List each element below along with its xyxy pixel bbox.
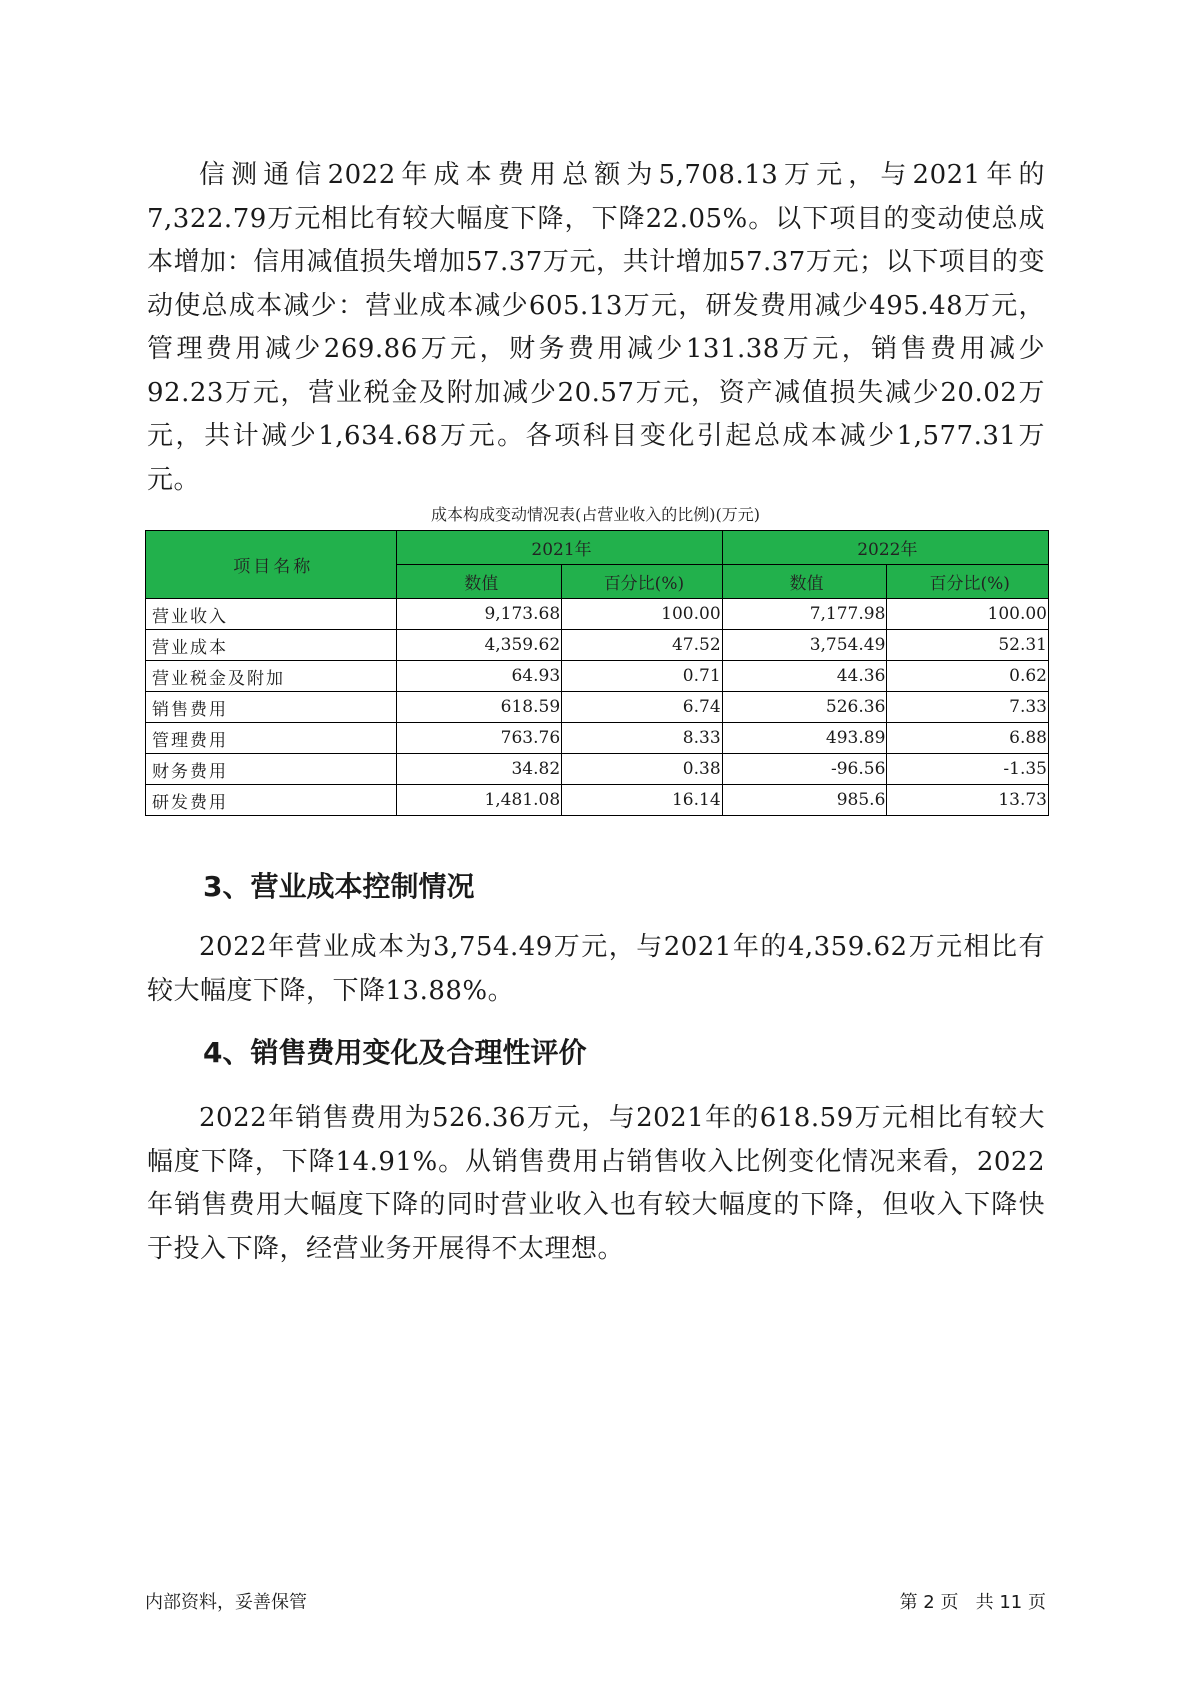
header-value-2022: 数值 [722,565,887,599]
footer-page-number: 第 2 页 共 11 页 [899,1592,1046,1613]
table-row [146,692,1049,723]
section-heading-sales-expense: 4、销售费用变化及合理性评价 [203,1036,587,1069]
cell-value-2022: 526.36 [722,692,887,723]
header-pct-2022: 百分比(%) [887,565,1049,599]
cell-pct-2021: 8.33 [562,723,722,754]
cell-pct-2022: 7.33 [887,692,1049,723]
cell-pct-2022: 13.73 [887,785,1049,816]
cell-pct-2022: 0.62 [887,661,1049,692]
table-row [146,630,1049,661]
paragraph-operating-cost: 2022年营业成本为3,754.49万元，与2021年的4,359.62万元相比有较大幅度下降，下降13.88%。 [147,932,1045,1006]
header-value-2021: 数值 [397,565,562,599]
table-caption: 成本构成变动情况表(占营业收入的比例)(万元) [431,505,760,524]
cell-value-2022: 44.36 [722,661,887,692]
row-label: 财务费用 [146,754,397,785]
header-year-2021: 2021年 [397,531,722,565]
section-heading-operating-cost: 3、营业成本控制情况 [203,870,475,903]
row-label: 营业收入 [146,599,397,630]
cell-pct-2022: 100.00 [887,599,1049,630]
cell-pct-2021: 16.14 [562,785,722,816]
cost-structure-table [145,530,1049,816]
row-label: 研发费用 [146,785,397,816]
footer-confidential-note: 内部资料，妥善保管 [145,1592,307,1613]
cell-pct-2021: 100.00 [562,599,722,630]
cell-pct-2022: -1.35 [887,754,1049,785]
cell-value-2022: 7,177.98 [722,599,887,630]
header-pct-2021: 百分比(%) [562,565,722,599]
cell-value-2022: -96.56 [722,754,887,785]
cell-pct-2021: 0.38 [562,754,722,785]
cell-pct-2022: 6.88 [887,723,1049,754]
cell-value-2021: 34.82 [397,754,562,785]
table-row [146,754,1049,785]
cell-value-2022: 493.89 [722,723,887,754]
paragraph-sales-expense: 2022年销售费用为526.36万元，与2021年的618.59万元相比有较大幅度下降，下降14.91%。从销售费用占销售收入比例变化情况来看，2022年销售费用大幅度下降的同时营业收入也有较大幅度的下降，但收入下降快于投入下降，经营业务开展得不太理想。 [147,1103,1045,1264]
cell-value-2022: 985.6 [722,785,887,816]
row-label: 营业成本 [146,630,397,661]
cell-pct-2021: 6.74 [562,692,722,723]
header-year-2022: 2022年 [722,531,1048,565]
table-header-row-1 [146,531,1049,565]
cell-value-2021: 64.93 [397,661,562,692]
cell-pct-2021: 47.52 [562,630,722,661]
cell-value-2021: 4,359.62 [397,630,562,661]
cell-pct-2022: 52.31 [887,630,1049,661]
row-label: 营业税金及附加 [146,661,397,692]
table-row [146,661,1049,692]
cell-value-2021: 618.59 [397,692,562,723]
cell-value-2021: 763.76 [397,723,562,754]
cell-value-2021: 1,481.08 [397,785,562,816]
table-row [146,785,1049,816]
table-row [146,723,1049,754]
table-row [146,599,1049,630]
cell-pct-2021: 0.71 [562,661,722,692]
header-item-name: 项目名称 [146,531,397,599]
row-label: 销售费用 [146,692,397,723]
paragraph-cost-summary: 信测通信2022年成本费用总额为5,708.13万元，与2021年的7,322.79万元相比有较大幅度下降，下降22.05%。以下项目的变动使总成本增加：信用减值损失增加57.37万元，共计增加57.37万元；以下项目的变动使总成本减少：营业成本减少605.13万元，研发费用减少495.48万元，管理费用减少269.86万元，财务费用减少131.38万元，销售费用减少92.23万元，营业税金及附加减少20.57万元，资产减值损失减少20.02万元，共计减少1,634.68万元。各项科目变化引起总成本减少1,577.31万元。 [147,160,1045,495]
row-label: 管理费用 [146,723,397,754]
cell-value-2021: 9,173.68 [397,599,562,630]
cell-value-2022: 3,754.49 [722,630,887,661]
